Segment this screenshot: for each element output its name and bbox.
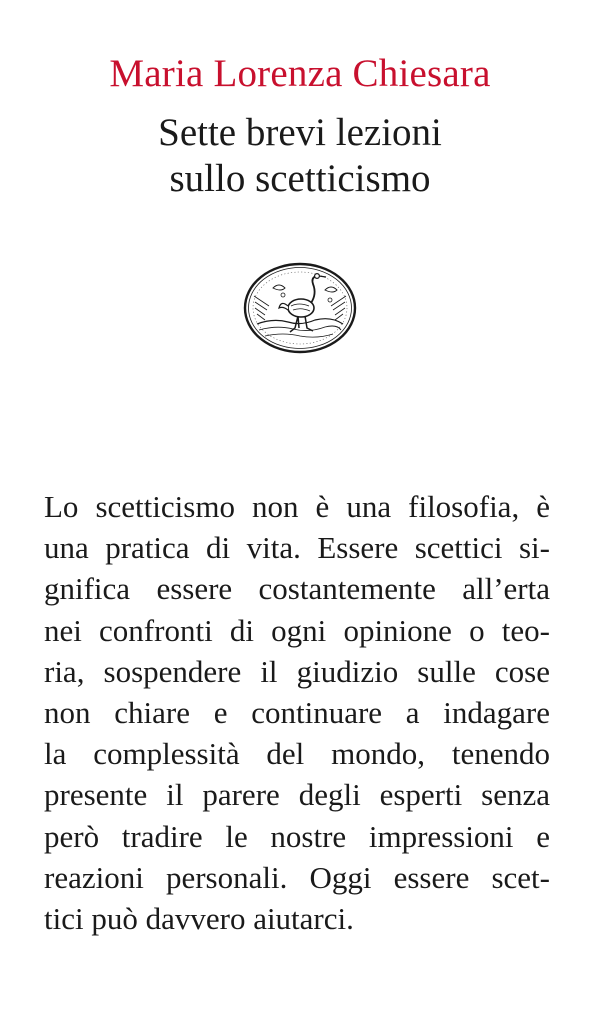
- author-name: Maria Lorenza Chiesara: [109, 52, 491, 95]
- back-blurb: [44, 486, 550, 939]
- blurb-line: Lo scetticismo non è una filosofia, è: [44, 489, 550, 524]
- blurb-line: tici può davvero aiutarci.: [44, 901, 354, 937]
- publisher-ostrich-emblem-icon: [243, 262, 357, 354]
- blurb-line: però tradire le nostre impressioni e: [44, 818, 550, 854]
- blurb-line: presente il parere degli esperti senza: [44, 777, 550, 813]
- blurb-line: non chiare e continuare a indagare: [44, 695, 550, 731]
- blurb-line: reazioni personali. Oggi essere scet-: [44, 859, 550, 895]
- blurb-line: nei confronti di ogni opinione o teo-: [44, 612, 550, 648]
- blurb-line: una pratica di vita. Essere scettici si-: [44, 530, 550, 566]
- blurb-line: ria, sospendere il giudizio sulle cose: [44, 653, 550, 689]
- book-title: [0, 110, 600, 202]
- title-line: Sette brevi lezioni: [158, 111, 442, 154]
- title-line: sullo scetticismo: [169, 157, 431, 200]
- blurb-line: gnifica essere costantemente all’erta: [44, 571, 550, 607]
- blurb-line: la complessità del mondo, tenendo: [44, 736, 550, 772]
